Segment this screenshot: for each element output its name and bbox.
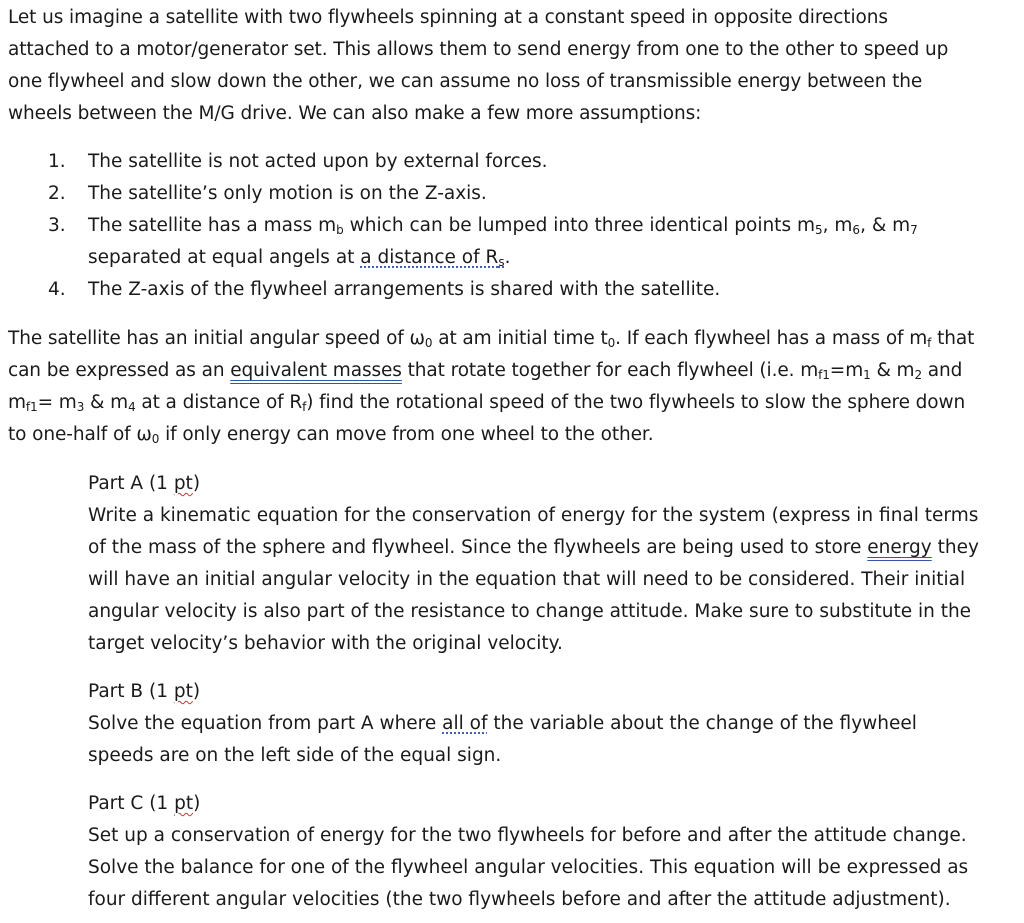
- part-c-title: [88, 788, 1024, 820]
- text-run: . If each flywheel has a mass of m: [615, 328, 928, 349]
- text-run: they: [931, 537, 979, 558]
- assumption-item: [8, 274, 1022, 306]
- subscript: 6: [852, 223, 861, 237]
- grammar-underlined-text: energy: [867, 537, 932, 558]
- part-b-line: [88, 708, 1024, 740]
- part-a-title: [88, 468, 1024, 500]
- text-run: , & m: [860, 215, 911, 236]
- intro-line: Let us imagine a satellite with two flywheels spinning at a constant speed in opposite directions: [8, 7, 888, 28]
- text-run: Part A (1: [88, 473, 174, 494]
- subscript: f1: [25, 400, 38, 414]
- assumption-text: The Z-axis of the flywheel arrangements is shared with the satellite.: [88, 279, 721, 300]
- text-run: & m: [84, 392, 129, 413]
- text-run: to one-half of ω: [8, 424, 152, 445]
- assumption-item: [8, 146, 1022, 178]
- subscript: 5: [814, 223, 823, 237]
- text-run: that: [931, 328, 975, 349]
- text-run: separated at equal angels at: [88, 247, 361, 268]
- text-run: can be expressed as an: [8, 360, 231, 381]
- text-run: Solve the equation from part A where: [88, 713, 443, 734]
- grammar-underlined-text: all of: [442, 713, 488, 734]
- subscript: 1: [863, 368, 871, 382]
- problem-paragraph: [8, 323, 1022, 451]
- subscript: f: [302, 400, 307, 414]
- subscript: f1: [818, 368, 830, 382]
- text-run: .: [504, 247, 511, 268]
- grammar-underlined-text: equivalent masses: [230, 360, 402, 381]
- assumption-item: [8, 178, 1022, 210]
- problem-line: [8, 419, 1022, 451]
- part-a-line: angular velocity is also part of the resistance to change attitude. Make sure to substitute in the: [88, 601, 972, 622]
- problem-line: [8, 387, 1022, 419]
- text-run: =m: [829, 360, 864, 381]
- text-run: a distance of R: [360, 247, 499, 268]
- subscript: 2: [914, 368, 923, 382]
- list-number: 4.: [48, 279, 66, 300]
- text-run: ): [192, 473, 201, 494]
- text-run: at am initial time t: [432, 328, 608, 349]
- subscript: 0: [424, 336, 433, 350]
- text-run: and: [922, 360, 963, 381]
- part-b-title: [88, 676, 1024, 708]
- intro-line: one flywheel and slow down the other, we can assume no loss of transmissible energy between the: [8, 71, 923, 92]
- text-run: of the mass of the sphere and flywheel. Since the flywheels are being used to store: [88, 537, 868, 558]
- assumption-text: The satellite’s only motion is on the Z-axis.: [88, 183, 487, 204]
- intro-line: wheels between the M/G drive. We can also make a few more assumptions:: [8, 103, 702, 124]
- text-run: that rotate together for each flywheel (i.e. m: [401, 360, 819, 381]
- subscript: s: [498, 255, 505, 269]
- problem-line: [8, 323, 1022, 355]
- text-run: The satellite has an initial angular speed of ω: [8, 328, 425, 349]
- spellcheck-word: pt: [173, 681, 193, 702]
- subscript: 0: [607, 336, 616, 350]
- text-run: ) find the rotational speed of the two flywheels to slow the sphere down: [306, 392, 966, 413]
- part-a-line: will have an initial angular velocity in the equation that will need to be considered. Their initial: [88, 569, 966, 590]
- text-run: , m: [822, 215, 853, 236]
- text-run: ): [192, 681, 201, 702]
- text-run: which can be lumped into three identical points m: [343, 215, 815, 236]
- text-run: Part C (1: [88, 793, 175, 814]
- part-c-line: Set up a conservation of energy for the two flywheels for before and after the attitude change.: [88, 825, 967, 846]
- grammar-underlined-text: [360, 247, 504, 268]
- part-c-section: [88, 788, 1024, 916]
- subscript: 0: [151, 432, 160, 446]
- spellcheck-word: pt: [174, 793, 194, 814]
- assumption-text-line: [88, 210, 1022, 242]
- subscript: 7: [910, 223, 918, 237]
- part-a-line: target velocity’s behavior with the original velocity.: [88, 633, 563, 654]
- part-a-section: [88, 468, 1024, 660]
- list-number: 2.: [48, 183, 66, 204]
- text-run: ): [193, 793, 201, 814]
- problem-line: [8, 355, 1022, 387]
- part-c-line: four different angular velocities (the two flywheels before and after the attitude adjustment).: [88, 889, 951, 910]
- text-run: the variable about the change of the flywheel: [487, 713, 917, 734]
- intro-line: attached to a motor/generator set. This allows them to send energy from one to the other to speed up: [8, 39, 949, 60]
- text-run: m: [8, 392, 26, 413]
- subscript: 3: [76, 400, 85, 414]
- assumptions-list: [8, 146, 1022, 306]
- list-number: 3.: [48, 215, 66, 236]
- subscript: 4: [128, 400, 136, 414]
- text-run: Part B (1: [88, 681, 174, 702]
- part-a-line: Write a kinematic equation for the conservation of energy for the system (express in final terms: [88, 505, 979, 526]
- text-run: if only energy can move from one wheel to the other.: [159, 424, 654, 445]
- part-b-section: [88, 676, 1024, 772]
- text-run: & m: [870, 360, 915, 381]
- subscript: b: [336, 223, 344, 237]
- assumption-text: The satellite is not acted upon by external forces.: [88, 151, 548, 172]
- assumption-text-line: [88, 242, 1022, 274]
- spellcheck-word: pt: [173, 473, 193, 494]
- part-b-line: speeds are on the left side of the equal sign.: [88, 745, 502, 766]
- text-run: The satellite has a mass m: [88, 215, 337, 236]
- text-run: = m: [37, 392, 77, 413]
- part-c-line: Solve the balance for one of the flywheel angular velocities. This equation will be expressed as: [88, 857, 969, 878]
- part-a-line: [88, 532, 1024, 564]
- text-run: at a distance of R: [135, 392, 303, 413]
- list-number: 1.: [48, 151, 66, 172]
- intro-paragraph: [8, 2, 1022, 130]
- assumption-item: [8, 210, 1022, 274]
- subscript: f: [927, 336, 932, 350]
